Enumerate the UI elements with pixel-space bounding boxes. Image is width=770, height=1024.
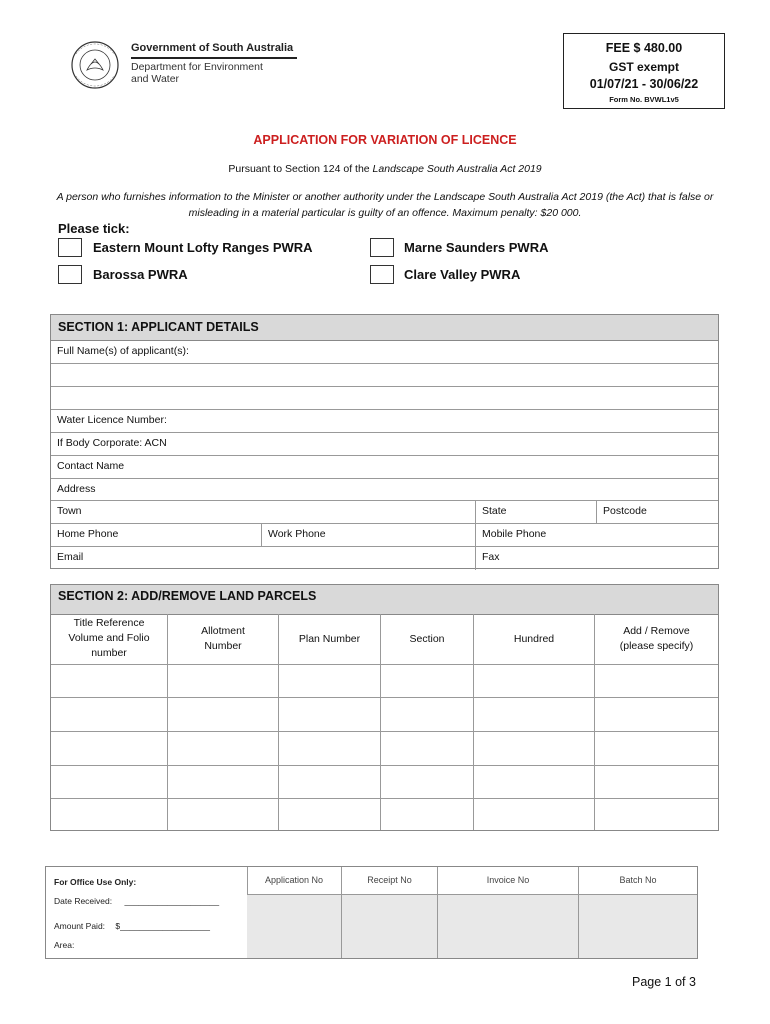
invoice-no-col xyxy=(438,867,579,958)
fax-label: Fax xyxy=(482,551,500,563)
col-title-reference-line-3: number xyxy=(91,647,127,660)
table-cell[interactable] xyxy=(381,731,474,765)
clare-checkbox[interactable] xyxy=(370,265,394,284)
acn-label: If Body Corporate: ACN xyxy=(57,437,167,449)
licence-number-field[interactable] xyxy=(51,410,718,433)
phones-row xyxy=(51,524,718,547)
fee-box xyxy=(563,33,725,109)
contact-name-label: Contact Name xyxy=(57,460,125,472)
mobile-phone-label: Mobile Phone xyxy=(482,528,547,540)
table-cell[interactable] xyxy=(51,765,168,798)
office-use-details xyxy=(46,867,248,958)
col-section: Section xyxy=(381,614,474,664)
acn-field[interactable] xyxy=(51,433,718,456)
batch-no-label: Batch No xyxy=(579,867,697,895)
emlr-checkbox[interactable] xyxy=(58,238,82,257)
office-use-box xyxy=(45,866,698,959)
state-label: State xyxy=(482,505,507,517)
table-cell[interactable] xyxy=(474,765,595,798)
table-row xyxy=(51,731,718,765)
full-names-line-3[interactable] xyxy=(51,387,718,410)
col-title-reference-line-2: Volume and Folio xyxy=(68,632,150,645)
town-field[interactable] xyxy=(51,501,475,523)
table-cell[interactable] xyxy=(381,798,474,830)
receipt-no-field[interactable] xyxy=(342,895,437,958)
header-divider xyxy=(131,57,297,59)
table-cell[interactable] xyxy=(51,798,168,830)
home-phone-field[interactable] xyxy=(51,524,261,546)
table-cell[interactable] xyxy=(381,697,474,731)
table-header-row xyxy=(51,614,718,664)
invoice-no-field[interactable] xyxy=(438,895,578,958)
section2-land-parcels xyxy=(50,584,719,831)
table-cell[interactable] xyxy=(381,664,474,697)
table-cell[interactable] xyxy=(595,664,719,697)
pursuant-prefix: Pursuant to Section 124 of the xyxy=(228,163,373,175)
email-label: Email xyxy=(57,551,84,563)
table-cell[interactable] xyxy=(279,697,381,731)
table-row xyxy=(51,664,718,697)
office-use-columns xyxy=(247,867,697,958)
table-cell[interactable] xyxy=(279,765,381,798)
form-title: APPLICATION FOR VARIATION OF LICENCE xyxy=(253,133,517,147)
application-no-label: Application No xyxy=(247,867,341,895)
amount-paid-row xyxy=(54,921,210,931)
department-line-1: Department for Environment xyxy=(131,61,263,73)
section1-applicant-details xyxy=(50,314,719,569)
amount-paid-label: Amount Paid: xyxy=(54,921,106,931)
please-tick-label: Please tick: xyxy=(58,221,130,236)
postcode-label: Postcode xyxy=(603,505,647,517)
batch-no-col xyxy=(579,867,697,958)
gst-status: GST exempt xyxy=(608,60,680,74)
full-names-label: Full Name(s) of applicant(s): xyxy=(57,345,189,357)
home-phone-label: Home Phone xyxy=(57,528,119,540)
amount-paid-line[interactable]: $___________________ xyxy=(115,921,210,931)
col-allotment-number xyxy=(168,614,279,664)
col-allotment-line-1: Allotment xyxy=(201,624,245,637)
act-name: Landscape South Australia Act 2019 xyxy=(372,163,542,175)
postcode-field[interactable] xyxy=(596,501,718,523)
table-cell[interactable] xyxy=(168,697,279,731)
email-field[interactable] xyxy=(51,547,475,570)
clare-label: Clare Valley PWRA xyxy=(404,267,521,282)
state-field[interactable] xyxy=(475,501,596,523)
address-field[interactable] xyxy=(51,479,718,501)
contact-name-field[interactable] xyxy=(51,456,718,479)
application-no-col xyxy=(247,867,342,958)
table-cell[interactable] xyxy=(168,731,279,765)
table-cell[interactable] xyxy=(474,798,595,830)
work-phone-field[interactable] xyxy=(261,524,475,546)
application-no-field[interactable] xyxy=(247,895,341,958)
marne-checkbox[interactable] xyxy=(370,238,394,257)
form-number: Form No. BVWL1v5 xyxy=(609,95,679,104)
table-cell[interactable] xyxy=(595,798,719,830)
marne-label: Marne Saunders PWRA xyxy=(404,240,549,255)
table-cell[interactable] xyxy=(168,798,279,830)
pursuant-statement xyxy=(0,163,770,175)
table-cell[interactable] xyxy=(595,731,719,765)
date-received-row xyxy=(54,896,219,906)
batch-no-field[interactable] xyxy=(579,895,697,958)
table-row xyxy=(51,765,718,798)
barossa-label: Barossa PWRA xyxy=(93,267,188,282)
col-title-reference-line-1: Title Reference xyxy=(73,617,145,630)
email-fax-row xyxy=(51,547,718,570)
town-state-postcode-row xyxy=(51,501,718,524)
fax-field[interactable] xyxy=(475,547,718,570)
table-cell[interactable] xyxy=(279,664,381,697)
sa-government-seal-logo xyxy=(70,40,120,90)
town-label: Town xyxy=(57,505,82,517)
col-allotment-line-2: Number xyxy=(204,639,242,652)
table-cell[interactable] xyxy=(595,697,719,731)
department-name xyxy=(131,61,263,85)
col-add-remove-line-1: Add / Remove xyxy=(623,624,690,637)
barossa-checkbox[interactable] xyxy=(58,265,82,284)
emlr-label: Eastern Mount Lofty Ranges PWRA xyxy=(93,240,313,255)
land-parcels-table xyxy=(51,614,718,830)
table-cell[interactable] xyxy=(51,697,168,731)
office-use-title: For Office Use Only: xyxy=(54,877,137,887)
fee-period: 01/07/21 - 30/06/22 xyxy=(589,77,699,91)
full-names-field[interactable] xyxy=(51,341,718,364)
work-phone-label: Work Phone xyxy=(268,528,326,540)
table-cell[interactable] xyxy=(51,664,168,697)
address-label: Address xyxy=(57,483,96,495)
table-row xyxy=(51,697,718,731)
full-names-line-2[interactable] xyxy=(51,364,718,387)
area-label: Area: xyxy=(54,940,75,950)
invoice-no-label: Invoice No xyxy=(438,867,578,895)
table-cell[interactable] xyxy=(279,731,381,765)
table-cell[interactable] xyxy=(595,765,719,798)
receipt-no-col xyxy=(342,867,438,958)
table-cell[interactable] xyxy=(474,731,595,765)
table-cell[interactable] xyxy=(279,798,381,830)
page-number: Page 1 of 3 xyxy=(632,975,696,989)
col-plan-number: Plan Number xyxy=(279,614,381,664)
government-title: Government of South Australia xyxy=(131,42,294,54)
table-cell[interactable] xyxy=(474,697,595,731)
table-cell[interactable] xyxy=(474,664,595,697)
date-received-label: Date Received: xyxy=(54,896,113,906)
date-received-line[interactable]: ____________________ xyxy=(124,896,220,906)
licence-number-label: Water Licence Number: xyxy=(57,414,167,426)
table-cell[interactable] xyxy=(381,765,474,798)
col-title-reference xyxy=(51,614,168,664)
mobile-phone-field[interactable] xyxy=(475,524,718,546)
col-add-remove xyxy=(595,614,719,664)
table-row xyxy=(51,798,718,830)
col-hundred: Hundred xyxy=(474,614,595,664)
table-cell[interactable] xyxy=(168,664,279,697)
table-cell[interactable] xyxy=(168,765,279,798)
penalty-notice: A person who furnishes information to the Minister or another authority under the Landscape South Australia Act 2019 (the Act) that is false or misleading in a material particular is guilty of an offence. Maximum penalty: $20 000. xyxy=(56,191,714,219)
fee-amount: FEE $ 480.00 xyxy=(605,41,683,55)
col-add-remove-line-2: (please specify) xyxy=(619,639,694,652)
section2-heading: SECTION 2: ADD/REMOVE LAND PARCELS xyxy=(51,585,718,615)
table-cell[interactable] xyxy=(51,731,168,765)
receipt-no-label: Receipt No xyxy=(342,867,437,895)
department-line-2: and Water xyxy=(131,73,180,85)
section1-heading: SECTION 1: APPLICANT DETAILS xyxy=(51,315,718,341)
